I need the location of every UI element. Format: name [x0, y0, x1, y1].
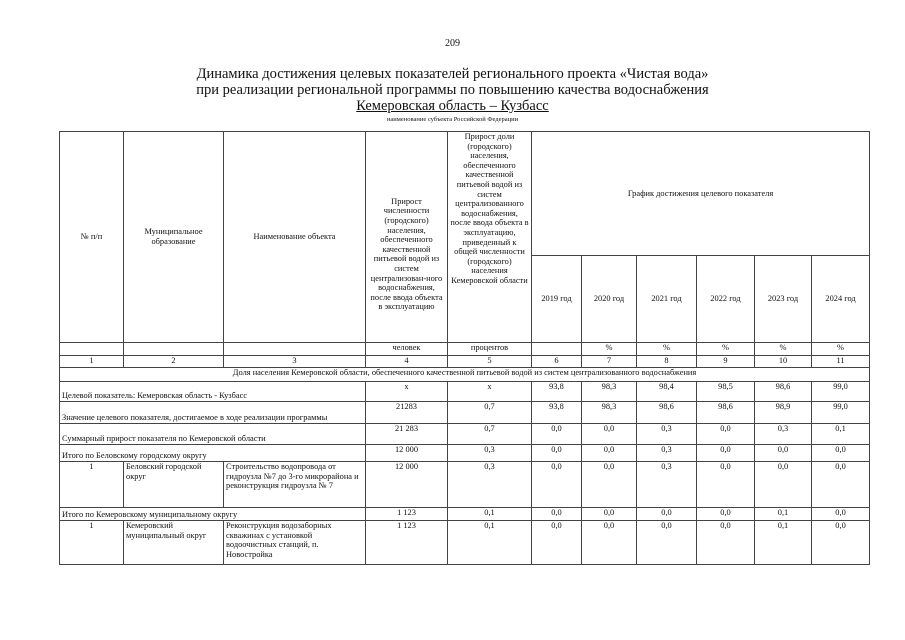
value-cell: 98,6 [697, 402, 755, 424]
section-title: Доля населения Кемеровской области, обеспеченного качественной питьевой водой из систем централизованного водоснабжения [60, 368, 870, 382]
value-cell: 0,0 [532, 424, 582, 445]
object-people: 12 000 [366, 462, 448, 508]
group-total-row [60, 445, 870, 462]
unit-cell: % [637, 343, 697, 356]
column-number: 2 [124, 356, 224, 368]
column-number: 6 [532, 356, 582, 368]
value-cell: 98,3 [582, 382, 637, 402]
value-cell: 0,0 [812, 521, 870, 565]
units-empty [60, 343, 124, 356]
column-number: 8 [637, 356, 697, 368]
value-cell: 98,5 [697, 382, 755, 402]
value-cell: 93,8 [532, 402, 582, 424]
group-total-percent: 0,3 [448, 445, 532, 462]
summary-row [60, 382, 870, 402]
value-cell: 0,0 [697, 445, 755, 462]
value-cell: 99,0 [812, 382, 870, 402]
header-year: 2020 год [582, 256, 637, 343]
value-cell: 0,0 [812, 462, 870, 508]
value-cell: 0,0 [637, 508, 697, 521]
subject-caption: наименование субъекта Российской Федерации [386, 116, 519, 123]
value-cell: 0,0 [582, 445, 637, 462]
header-year: 2023 год [755, 256, 812, 343]
header-municipality: Муниципальное образование [124, 132, 224, 343]
summary-people: 21283 [366, 402, 448, 424]
value-cell: 0,0 [532, 521, 582, 565]
value-cell: 0,0 [582, 508, 637, 521]
header-growth-population: Прирост численности (городского) населения, обеспеченного качественной питьевой водой из систем централизован-ного водоснабжения, после ввода объекта в эксплуатацию [366, 132, 448, 343]
header-year: 2019 год [532, 256, 582, 343]
summary-label: Значение целевого показателя, достигаемое в ходе реализации программы [60, 402, 366, 424]
value-cell: 0,0 [812, 445, 870, 462]
column-number: 11 [812, 356, 870, 368]
column-number: 7 [582, 356, 637, 368]
summary-row [60, 402, 870, 424]
header-schedule: График достижения целевого показателя [532, 132, 870, 256]
object-people: 1 123 [366, 521, 448, 565]
column-number: 9 [697, 356, 755, 368]
value-cell: 93,8 [532, 382, 582, 402]
value-cell: 0,0 [697, 424, 755, 445]
value-cell: 0,3 [637, 424, 697, 445]
value-cell: 0,1 [755, 521, 812, 565]
value-cell: 98,4 [637, 382, 697, 402]
column-number: 4 [366, 356, 448, 368]
summary-percent: х [448, 382, 532, 402]
summary-percent: 0,7 [448, 402, 532, 424]
group-total-label: Итого по Кемеровскому муниципальному округу [60, 508, 366, 521]
value-cell: 0,0 [582, 521, 637, 565]
group-total-percent: 0,1 [448, 508, 532, 521]
group-total-people: 1 123 [366, 508, 448, 521]
document-title [0, 66, 905, 98]
page-number: 209 [445, 38, 460, 49]
value-cell: 0,1 [755, 508, 812, 521]
unit-cell: % [755, 343, 812, 356]
subject-name [0, 98, 905, 114]
column-number: 1 [60, 356, 124, 368]
value-cell: 0,3 [637, 462, 697, 508]
object-percent: 0,3 [448, 462, 532, 508]
header-growth-share: Прирост доли (городского) населения, обеспеченного качественной питьевой водой из систем централизованного водоснабжения, после ввода объекта в эксплуатацию, приведенный к общей численности (городского) населения Кемеровской области [448, 132, 532, 343]
value-cell: 0,0 [697, 508, 755, 521]
units-empty [224, 343, 366, 356]
object-name: Строительство водопровода от гидроузла №7 до 3-го микрорайона и реконструкция гидроузла № 7 [224, 462, 366, 508]
section-title-row [60, 368, 870, 382]
value-cell: 0,3 [637, 445, 697, 462]
value-cell: 0,1 [812, 424, 870, 445]
summary-percent: 0,7 [448, 424, 532, 445]
unit-cell: % [697, 343, 755, 356]
header-object: Наименование объекта [224, 132, 366, 343]
object-name: Реконструкция водозаборных скважинах с установкой водоочистных станций, п. Новостройка [224, 521, 366, 565]
unit-cell: человек [366, 343, 448, 356]
value-cell: 98,6 [637, 402, 697, 424]
summary-people: 21 283 [366, 424, 448, 445]
indicator-table [59, 131, 870, 565]
value-cell: 98,6 [755, 382, 812, 402]
unit-cell: % [812, 343, 870, 356]
value-cell: 0,0 [582, 462, 637, 508]
object-row [60, 462, 870, 508]
column-number: 5 [448, 356, 532, 368]
column-number: 3 [224, 356, 366, 368]
value-cell: 0,0 [582, 424, 637, 445]
object-row [60, 521, 870, 565]
value-cell: 0,0 [637, 521, 697, 565]
summary-label: Суммарный прирост показателя по Кемеровской области [60, 424, 366, 445]
object-num: 1 [60, 521, 124, 565]
title-line-1: Динамика достижения целевых показателей регионального проекта «Чистая вода» [196, 66, 709, 82]
value-cell: 0,3 [755, 424, 812, 445]
unit-cell: % [582, 343, 637, 356]
group-total-row [60, 508, 870, 521]
value-cell: 99,0 [812, 402, 870, 424]
object-percent: 0,1 [448, 521, 532, 565]
value-cell: 0,0 [812, 508, 870, 521]
header-year: 2021 год [637, 256, 697, 343]
header-year: 2024 год [812, 256, 870, 343]
header-year: 2022 год [697, 256, 755, 343]
object-municipality: Беловский городской округ [124, 462, 224, 508]
summary-row [60, 424, 870, 445]
header-num: № п/п [60, 132, 124, 343]
column-number: 10 [755, 356, 812, 368]
group-total-people: 12 000 [366, 445, 448, 462]
header-row-1 [60, 132, 870, 256]
summary-people: х [366, 382, 448, 402]
summary-label: Целевой показатель: Кемеровская область - Кузбасс [60, 382, 366, 402]
value-cell: 98,3 [582, 402, 637, 424]
value-cell: 0,0 [532, 462, 582, 508]
unit-cell: процентов [448, 343, 532, 356]
object-municipality: Кемеровский муниципальный округ [124, 521, 224, 565]
units-empty [124, 343, 224, 356]
value-cell: 0,0 [532, 445, 582, 462]
value-cell: 0,0 [532, 508, 582, 521]
value-cell: 0,0 [697, 521, 755, 565]
header-units-row [60, 343, 870, 356]
value-cell: 98,9 [755, 402, 812, 424]
value-cell: 0,0 [755, 445, 812, 462]
value-cell: 0,0 [755, 462, 812, 508]
group-total-label: Итого по Беловскому городскому округу [60, 445, 366, 462]
column-numbers-row [60, 356, 870, 368]
unit-cell [532, 343, 582, 356]
value-cell: 0,0 [697, 462, 755, 508]
subject-text: Кемеровская область – Кузбасс [356, 98, 549, 114]
title-line-2: при реализации региональной программы по повышению качества водоснабжения [196, 82, 709, 98]
object-num: 1 [60, 462, 124, 508]
